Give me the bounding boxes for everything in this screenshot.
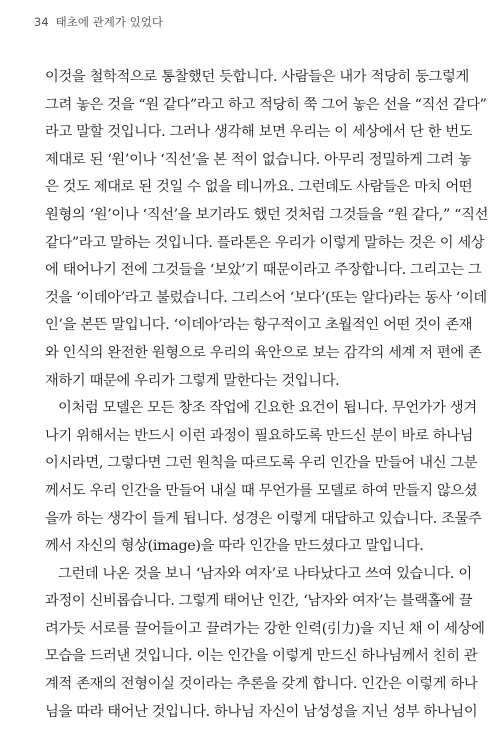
text-line: 것을 ‘이데아’라고 불렀습니다. 그리스어 ‘보다’(또는 알다)라는 동사 ‘이데	[45, 289, 487, 306]
text-line: 이처럼 모델은 모든 창조 작업에 긴요한 요건이 됩니다. 무언가가 생겨	[58, 400, 477, 417]
text-line: 모습을 드러낸 것입니다. 이는 인간을 이렇게 만드신 하나님께서 친히 관	[45, 648, 478, 665]
page-number: 34	[34, 15, 49, 29]
text-line: 님을 따라 태어난 것입니다. 하나님 자신이 남성성을 지닌 성부 하나님이	[45, 703, 478, 720]
text-line: 그런데 나온 것을 보니 ‘남자와 여자’로 나타났다고 쓰여 있습니다. 이	[58, 565, 472, 582]
text-line: 은 것도 제대로 된 것일 수 없을 테니까요. 그런데도 사람들은 마치 어떤	[45, 179, 473, 196]
text-line: 나기 위해서는 반드시 이런 과정이 필요하도록 만드신 분이 바로 하나님	[45, 427, 474, 444]
text-line: 라고 말할 것입니다. 그러나 생각해 보면 우리는 이 세상에서 단 한 번도	[45, 124, 473, 141]
text-line: 이것을 철학적으로 통찰했던 듯합니다. 사람들은 내가 적당히 둥그렇게	[45, 69, 469, 85]
text-line: 제대로 된 ‘원’이나 ‘직선’을 본 적이 없습니다. 아무리 정밀하게 그려 놓	[45, 151, 472, 168]
body-text	[45, 64, 489, 726]
text-line: 을까 하는 생각이 들게 됩니다. 성경은 이렇게 대답하고 있습니다. 조물주	[45, 510, 482, 527]
running-header	[34, 14, 163, 30]
chapter-title: 태초에 관계가 있었다	[55, 15, 163, 29]
text-line: 인’을 본뜬 말입니다. ‘이데아’라는 항구적이고 초월적인 어떤 것이 존재	[45, 317, 473, 334]
text-line: 과정이 신비롭습니다. 그렇게 태어난 인간, ‘남자와 여자’는 블랙홀에 끌	[45, 593, 473, 610]
text-line: 와 인식의 완전한 원형으로 우리의 육안으로 보는 감각의 세계 저 편에 존	[45, 344, 482, 361]
text-line: 께서 자신의 형상(image)을 따라 인간을 만드셨다고 말입니다.	[45, 538, 424, 555]
text-line: 재하기 때문에 우리가 그렇게 말한다는 것입니다.	[45, 372, 340, 389]
text-line: 그려 놓은 것을 “원 같다”라고 하고 적당히 쭉 그어 놓은 선을 “직선 같다”	[45, 96, 487, 113]
text-line: 려가듯 서로를 끌어들이고 끌려가는 강한 인력(引力)을 지닌 채 이 세상에	[45, 620, 485, 637]
text-line: 께서도 우리 인간을 만들어 내실 때 무언가를 모델로 하여 만들지 않으셨	[45, 482, 478, 499]
text-line: 원형의 ‘원’이나 ‘직선’을 보기라도 했던 것처럼 그것들을 “원 같다,” “직선	[45, 206, 489, 223]
text-line: 같다”라고 말하는 것입니다. 플라톤은 우리가 이렇게 말하는 것은 이 세상	[45, 234, 485, 251]
text-line: 에 태어나기 전에 그것들을 ‘보았’기 때문이라고 주장합니다. 그리고는 그	[45, 262, 482, 279]
text-line: 이시라면, 그렇다면 그런 원칙을 따르도록 우리 인간을 만들어 내신 그분	[45, 455, 478, 472]
text-line: 계적 존재의 전형이실 것이라는 추론을 갖게 합니다. 인간은 이렇게 하나	[45, 676, 478, 693]
